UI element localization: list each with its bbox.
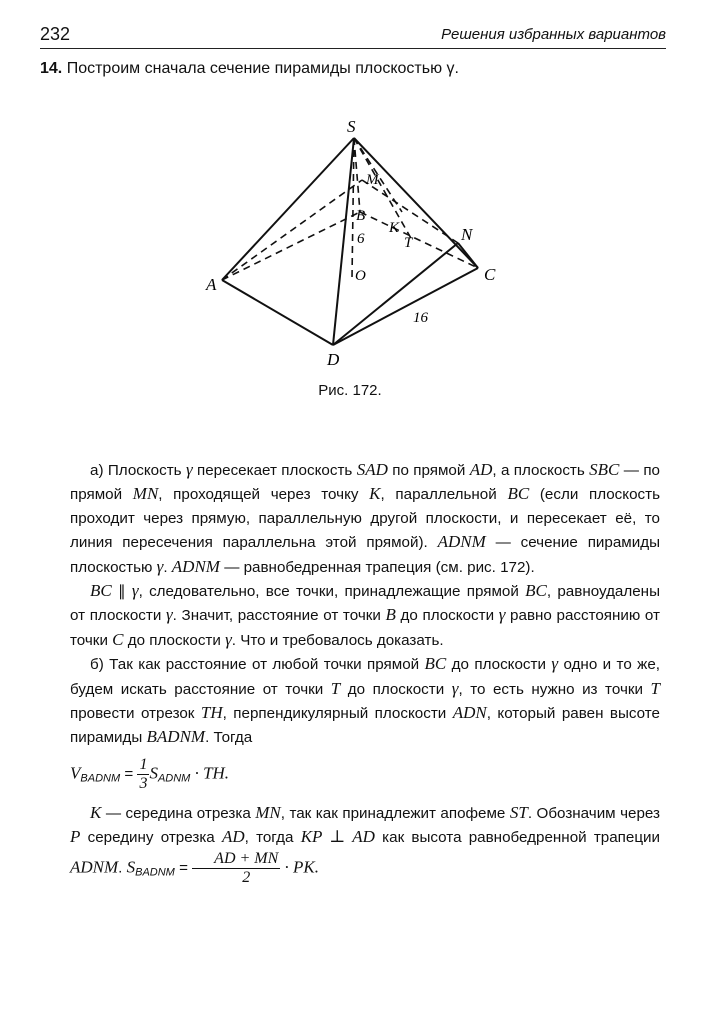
pyramid-figure xyxy=(0,0,701,400)
label-A: A xyxy=(206,275,217,294)
label-base-edge: 16 xyxy=(413,310,428,326)
label-O: O xyxy=(355,268,366,284)
solution-text xyxy=(70,458,660,887)
edge-NC xyxy=(458,243,478,268)
label-B: B xyxy=(356,208,366,224)
running-title: Решения избранных вариантов xyxy=(441,26,666,43)
problem-intro: Построим сначала сечение пирамиды плоскостью γ. xyxy=(66,60,459,77)
label-K: K xyxy=(389,220,400,236)
edge-SB xyxy=(354,138,360,212)
edge-AB xyxy=(222,212,360,280)
figure-caption: Рис. 172. xyxy=(318,382,382,399)
paragraph-a: а) Плоскость γ пересекает плоскость SAD по прямой AD, а плоскость SBC — по прямой MN, проходящей через точку K, параллельной BC (если плоскость проходит через прямую, параллельную другой плоскости, и пересекает её, то линия пересечения параллельна этой прямой). ADNM — сечение пирамиды плоскостью γ. ADNM — равнобедренная трапеция (см. рис. 172). xyxy=(70,460,661,576)
fraction-area: $\frac{AD + MN}{2}$ xyxy=(192,850,280,887)
label-height: 6 xyxy=(357,231,365,247)
paragraph-parallel: BC ∥ γ, следовательно, все точки, принадлежащие прямой BC, равноудалены от плоскости γ. Значит, расстояние от точки B до плоскости γ равно расстоянию от точки C до плоскости γ. Что и требовалось доказать. xyxy=(70,581,661,649)
label-T: T xyxy=(404,235,413,251)
problem-number: 14. xyxy=(40,60,63,77)
edge-SA xyxy=(222,138,354,280)
label-D: D xyxy=(327,350,340,369)
paragraph-b: б) Так как расстояние от любой точки прямой BC до плоскости γ одно и то же, будем искать расстояние от точки T до плоскости γ, то есть нужно из точки T провести отрезок TH, перпендикулярный плоскости ADN, который равен высоте пирамиды BADNM. Тогда xyxy=(70,654,661,747)
label-N: N xyxy=(461,225,473,244)
page-number: 232 xyxy=(40,24,71,44)
edge-SD xyxy=(333,138,354,345)
edge-MN xyxy=(362,180,458,243)
edge-AD xyxy=(222,280,333,345)
label-S: S xyxy=(347,117,356,136)
label-M: M xyxy=(366,172,379,188)
fraction-one-third: $\frac{1}{3}$ xyxy=(139,755,148,792)
volume-formula: $V_{BADNM}$ = $\frac{1}{3}$ $S_{ADNM}$ · TH. xyxy=(70,755,230,792)
paragraph-k: K — середина отрезка MN, так как принадлежит апофеме ST. Обозначим через P середину отрезка AD, тогда KP ⊥ AD как высота равнобедренной трапеции ADNM. $S_{BADNM}$ = $\frac{AD + MN}{2}$ · PK. xyxy=(70,802,661,886)
edge-SC xyxy=(354,138,478,268)
label-C: C xyxy=(484,265,496,284)
